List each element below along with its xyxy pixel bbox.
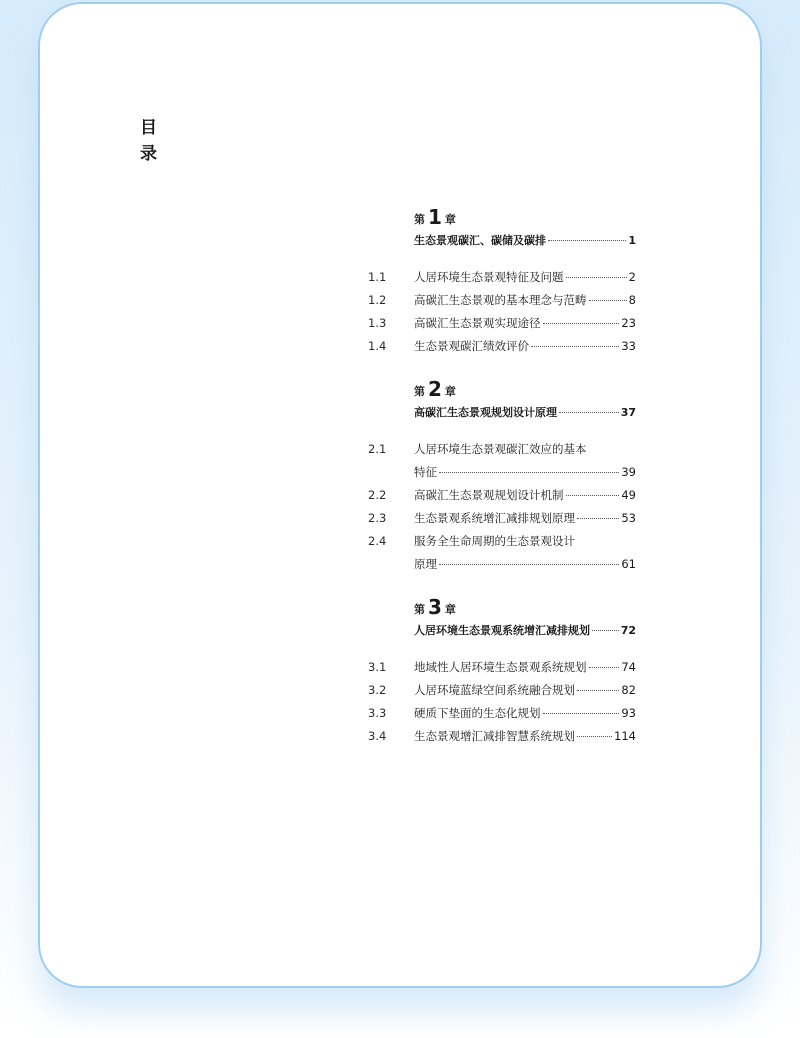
toc-entry-1-1[interactable] (368, 266, 636, 289)
section-title: 生态景观增汇减排智慧系统规划 (414, 729, 575, 743)
section-number: 3.1 (368, 660, 387, 674)
section-number: 1.2 (368, 293, 387, 307)
chapter-label-prefix: 第 (414, 213, 425, 226)
leader-dots (543, 713, 620, 714)
chapter-label-suffix: 章 (444, 385, 456, 398)
leader-dots (566, 277, 627, 278)
section-title: 高碳汇生态景观规划设计机制 (414, 488, 564, 502)
section-title: 生态景观系统增汇减排规划原理 (414, 511, 575, 525)
section-number: 3.4 (368, 729, 387, 743)
toc-entry-2-3[interactable] (368, 507, 636, 530)
chapter-page: 37 (620, 406, 636, 419)
leader-dots (577, 736, 612, 737)
chapter-number: 1 (428, 205, 442, 229)
section-title: 服务全生命周期的生态景观设计 (414, 534, 575, 548)
leader-dots (531, 346, 619, 347)
section-title: 人居环境生态景观碳汇效应的基本 (414, 442, 587, 456)
section-title: 地域性人居环境生态景观系统规划 (414, 660, 587, 674)
section-number: 2.3 (368, 511, 387, 525)
section-title: 生态景观碳汇绩效评价 (414, 339, 529, 353)
leader-dots (577, 518, 619, 519)
section-page: 74 (621, 660, 636, 674)
toc-entry-1-2[interactable] (368, 289, 636, 312)
chapter-title: 高碳汇生态景观规划设计原理 (414, 406, 557, 419)
chapter-1-header[interactable] (414, 204, 636, 248)
toc-entry-3-4[interactable] (368, 725, 636, 748)
section-title-continued: 特征 (414, 465, 437, 479)
chapter-label-prefix: 第 (414, 385, 425, 398)
section-page: 93 (621, 706, 636, 720)
toc-entry-3-1[interactable] (368, 656, 636, 679)
toc-entry-2-4[interactable] (368, 530, 636, 553)
chapter-2-header[interactable] (414, 376, 636, 420)
chapter-3-header[interactable] (414, 594, 636, 638)
chapter-label-suffix: 章 (444, 603, 456, 616)
section-page: 82 (621, 683, 636, 697)
section-number: 1.1 (368, 270, 387, 284)
section-page: 53 (621, 511, 636, 525)
toc-heading (140, 115, 160, 167)
toc-entry-3-3[interactable] (368, 702, 636, 725)
toc-heading-char-2: 录 (140, 144, 157, 164)
section-number: 1.4 (368, 339, 387, 353)
leader-dots (577, 690, 619, 691)
chapter-label-prefix: 第 (414, 603, 425, 616)
section-page: 23 (621, 316, 636, 330)
leader-dots (592, 630, 619, 631)
leader-dots (543, 323, 620, 324)
table-of-contents (368, 204, 636, 748)
toc-entry-1-3[interactable] (368, 312, 636, 335)
section-title: 高碳汇生态景观的基本理念与范畴 (414, 293, 587, 307)
section-number: 2.4 (368, 534, 387, 548)
chapter-page: 1 (628, 234, 636, 247)
leader-dots (559, 412, 619, 413)
section-page: 33 (621, 339, 636, 353)
section-title: 人居环境蓝绿空间系统融合规划 (414, 683, 575, 697)
section-title: 人居环境生态景观特征及问题 (414, 270, 564, 284)
section-page: 8 (628, 293, 636, 307)
toc-entry-2-1-continued[interactable] (368, 461, 636, 484)
leader-dots (589, 300, 627, 301)
section-number: 2.1 (368, 442, 387, 456)
section-page: 39 (621, 465, 636, 479)
leader-dots (548, 240, 626, 241)
section-page: 114 (614, 729, 636, 743)
section-number: 3.3 (368, 706, 387, 720)
toc-entry-2-1[interactable] (368, 438, 636, 461)
section-title: 硬质下垫面的生态化规划 (414, 706, 541, 720)
chapter-title: 生态景观碳汇、碳储及碳排 (414, 234, 546, 247)
chapter-label-suffix: 章 (444, 213, 456, 226)
toc-entry-2-4-continued[interactable] (368, 553, 636, 576)
leader-dots (589, 667, 620, 668)
leader-dots (566, 495, 620, 496)
section-number: 3.2 (368, 683, 387, 697)
section-title-continued: 原理 (414, 557, 437, 571)
section-title: 高碳汇生态景观实现途径 (414, 316, 541, 330)
chapter-number: 2 (428, 377, 442, 401)
section-number: 1.3 (368, 316, 387, 330)
chapter-page: 72 (620, 624, 636, 637)
section-number: 2.2 (368, 488, 387, 502)
section-page: 2 (628, 270, 636, 284)
toc-entry-2-2[interactable] (368, 484, 636, 507)
section-page: 61 (621, 557, 636, 571)
toc-entry-3-2[interactable] (368, 679, 636, 702)
chapter-title: 人居环境生态景观系统增汇减排规划 (414, 624, 590, 637)
leader-dots (439, 564, 619, 565)
toc-heading-char-1: 目 (140, 118, 157, 138)
section-page: 49 (621, 488, 636, 502)
chapter-number: 3 (428, 595, 442, 619)
toc-entry-1-4[interactable] (368, 335, 636, 358)
leader-dots (439, 472, 619, 473)
